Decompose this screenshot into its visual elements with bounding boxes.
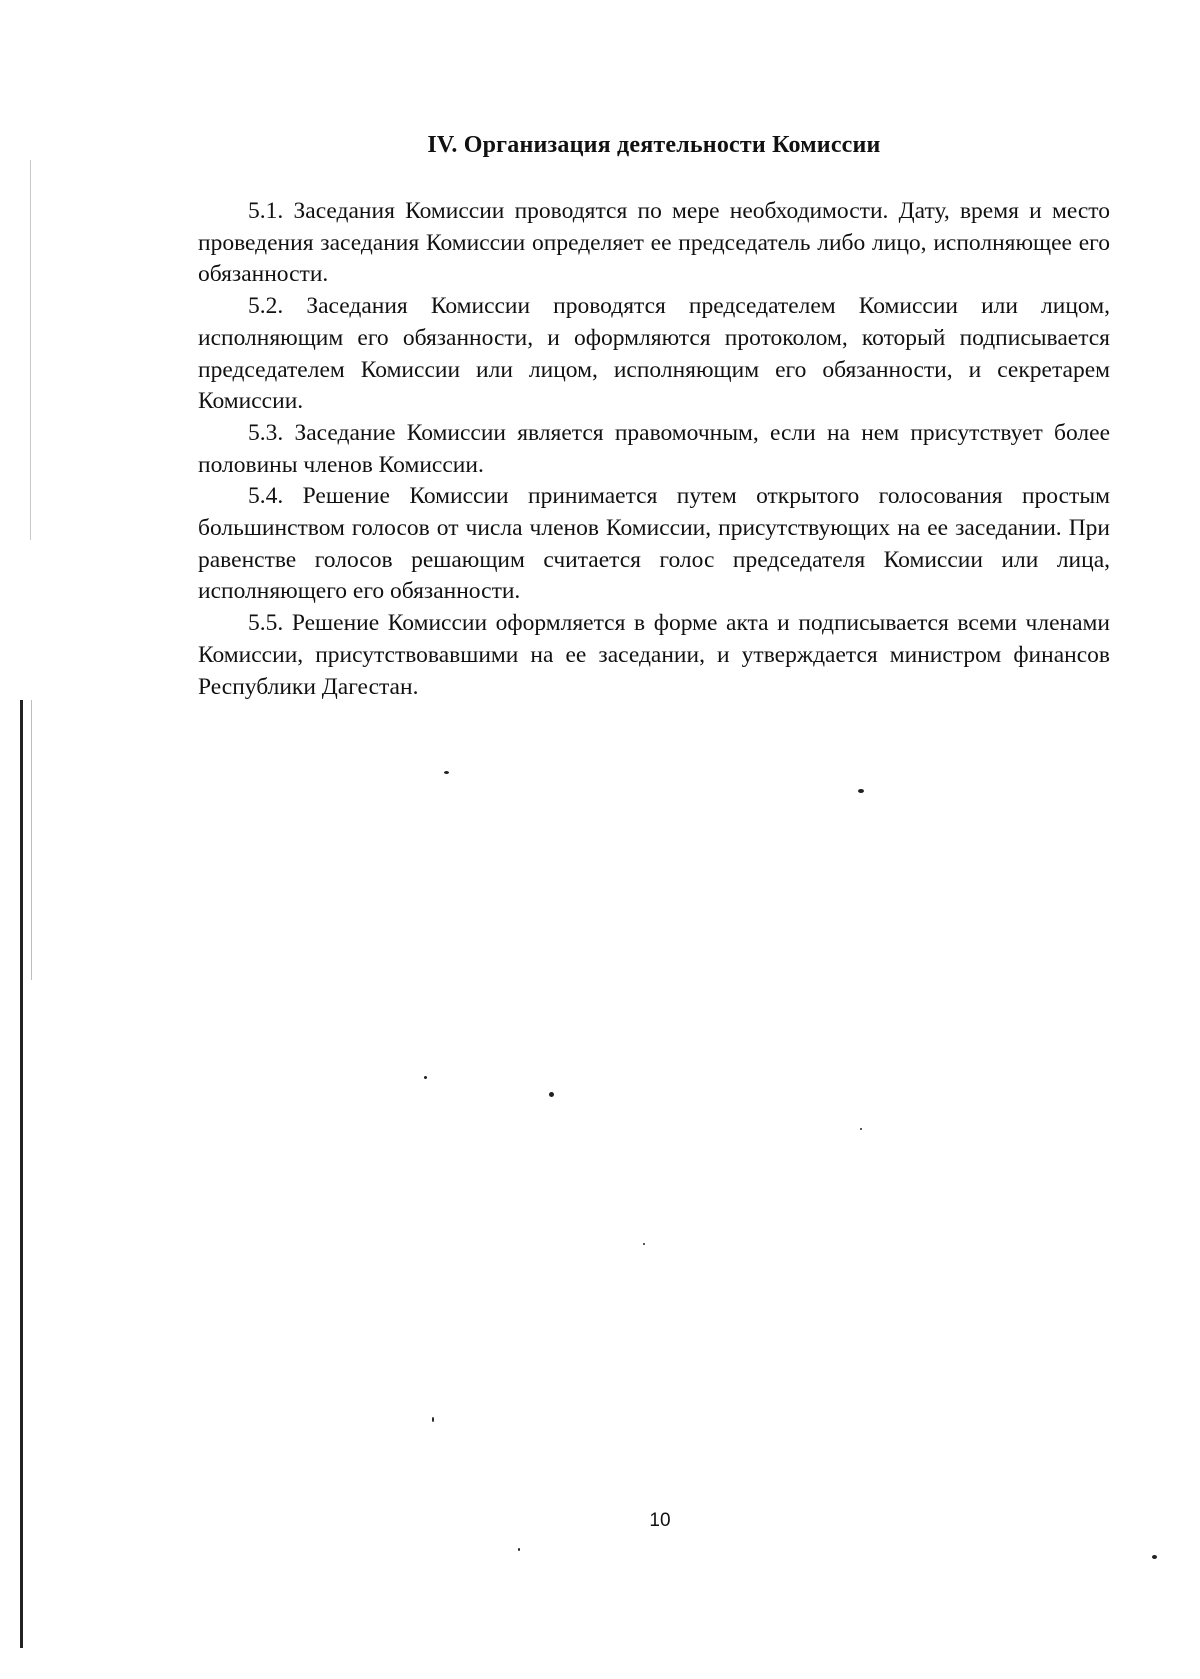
scan-left-edge-line (20, 700, 23, 1648)
scan-speck (424, 1076, 427, 1079)
scan-speck (1152, 1555, 1157, 1559)
paragraph-5-2: 5.2. Заседания Комиссии проводятся председателем Комиссии или лицом, исполняющим его обязанности, и оформляются протоколом, который подписывается председателем Комиссии или лицом, исполняющим его обязанности, и секретарем Комиссии. (198, 293, 1110, 415)
scan-faint-edge-line (31, 700, 32, 980)
paragraph-5-1: 5.1. Заседания Комиссии проводятся по мере необходимости. Дату, время и место проведения заседания Комиссии определяет ее председатель либо лицо, исполняющее его обязанности. (198, 198, 1110, 288)
scan-faint-edge-line (30, 160, 31, 540)
scan-speck (432, 1417, 434, 1422)
scan-speck (860, 1128, 862, 1130)
paragraph-5-4: 5.4. Решение Комиссии принимается путем открытого голосования простым большинством голосов от числа членов Комиссии, присутствующих на ее заседании. При равенстве голосов решающим считается голос председателя Комиссии или лица, исполняющего его обязанности. (198, 483, 1110, 605)
page-number: 10 (649, 1510, 671, 1531)
paragraph-5-5: 5.5. Решение Комиссии оформляется в форме акта и подписывается всеми членами Комиссии, присутствовавшими на ее заседании, и утверждается министром финансов Республики Дагестан. (198, 610, 1110, 700)
scan-speck (858, 789, 864, 793)
section-heading: IV. Организация деятельности Комиссии (427, 132, 881, 158)
paragraph-5-3: 5.3. Заседание Комиссии является правомочным, если на нем присутствует более половины членов Комиссии. (198, 419, 1110, 478)
document-body (198, 196, 1110, 703)
scan-speck (549, 1092, 554, 1097)
scan-speck (444, 771, 449, 774)
scan-speck (518, 1548, 520, 1551)
scan-speck (643, 1243, 645, 1245)
